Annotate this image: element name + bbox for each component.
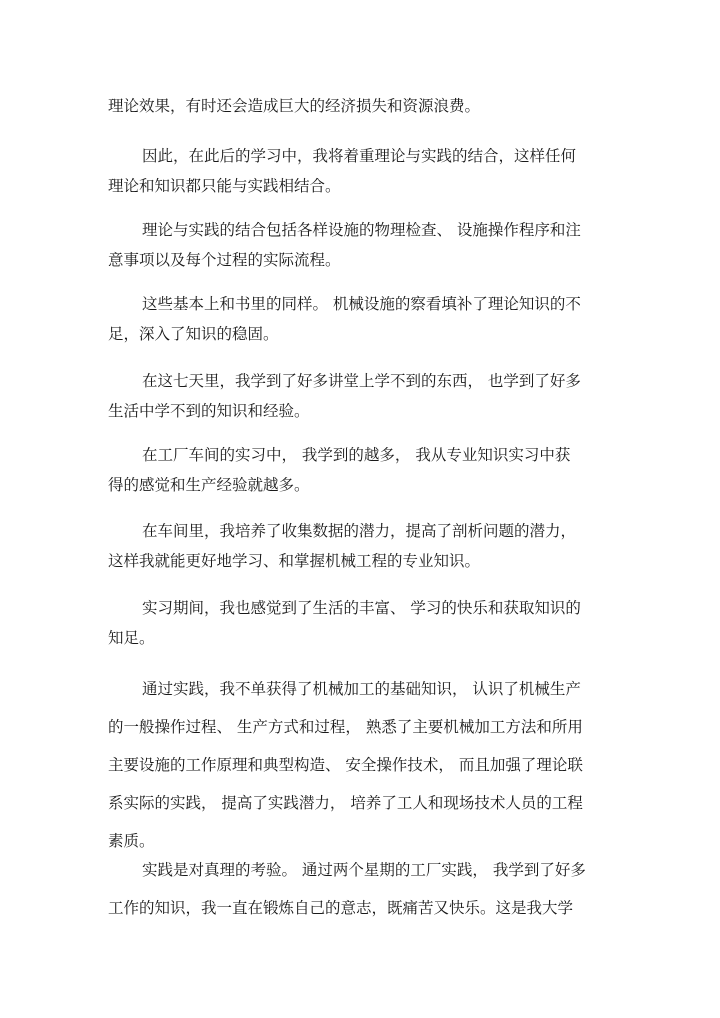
text-line: 这样我就能更好地学习、和掌握机械工程的专业知识。 [108,552,481,570]
text-line: 理论和知识都只能与实践相结合。 [108,177,341,195]
text-line: 的一般操作过程、 生产方式和过程， 熟悉了主要机械加工方法和所用 [108,718,583,736]
paragraph [108,215,606,275]
paragraph [108,851,606,927]
text-line: 理论效果，有时还会造成巨大的经济损失和资源浪费。 [108,97,481,115]
text-line: 主要设施的工作原理和典型构造、 安全操作技术， 而且加强了理论联 [108,756,583,774]
text-line: 因此，在此后的学习中，我将着重理论与实践的结合，这样任何 [142,147,577,165]
text-line: 实践是对真理的考验。 通过两个星期的工厂实践， 我学到了好多 [142,861,586,879]
paragraph [108,670,606,860]
paragraph [108,593,606,653]
text-line: 得的感觉和生产经验就越多。 [108,476,310,494]
text-line: 在车间里，我培养了收集数据的潜力，提高了剖析问题的潜力， [142,522,577,540]
paragraph [108,91,606,121]
paragraph [108,366,606,426]
text-line: 知足。 [108,629,155,647]
paragraph [108,141,606,201]
text-line: 这些基本上和书里的同样。 机械设施的察看填补了理论知识的不 [142,295,581,313]
text-line: 生活中学不到的知识和经验。 [108,402,310,420]
text-line: 工作的知识，我一直在锻炼自己的意志，既痛苦又快乐。这是我大学 [108,899,574,917]
text-line: 理论与实践的结合包括各样设施的物理检查、 设施操作程序和注 [142,221,581,239]
text-line: 在这七天里，我学到了好多讲堂上学不到的东西， 也学到了好多 [142,372,581,390]
text-line: 实习期间，我也感觉到了生活的丰富、 学习的快乐和获取知识的 [142,599,581,617]
paragraph [108,440,606,500]
paragraph [108,289,606,349]
text-line: 在工厂车间的实习中， 我学到的越多， 我从专业知识实习中获 [142,446,571,464]
text-line: 意事项以及每个过程的实际流程。 [108,251,341,269]
text-line: 通过实践，我不单获得了机械加工的基础知识， 认识了机械生产 [142,680,581,698]
text-line: 系实际的实践， 提高了实践潜力， 培养了工人和现场技术人员的工程 [108,794,583,812]
paragraph [108,516,606,576]
text-line: 足，深入了知识的稳固。 [108,325,279,343]
text-line: 素质。 [108,832,155,850]
